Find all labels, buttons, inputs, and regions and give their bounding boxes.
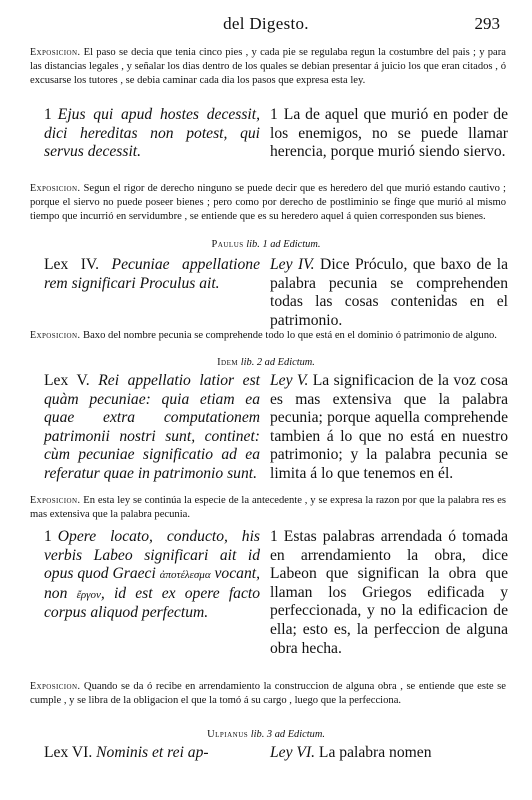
spanish-text: Dice Próculo, que baxo de la palabra pecunia se comprehenden todas las cosas contenidas en el patrimonio. xyxy=(270,256,508,329)
spanish-text: La significacion de la voz cosa es mas extensiva que la palabra pecunia; porque aquella comprehende tambien á lo que no está en nuestro patrimonio; y la palabra pecunia se limita á lo que tenemos en él. xyxy=(270,372,508,482)
exposition-label: Exposicion. xyxy=(30,47,81,58)
paragraph-number: 1 xyxy=(270,106,278,123)
exposition-text: Baxo del nombre pecunia se comprehende todo lo que está en el dominio ó patrimonio de alguno. xyxy=(80,330,497,341)
exposition-text: En esta ley se continúa la especie de la antecedente , y se expresa la razon por que la palabra res es mas extensiva que la palabra pecunia. xyxy=(30,495,506,520)
latin-text-5 xyxy=(44,744,260,763)
latin-text-4 xyxy=(44,528,260,623)
latin-text-1 xyxy=(44,106,260,162)
spanish-text-5 xyxy=(270,744,508,763)
spanish-text-1 xyxy=(270,106,508,162)
spanish-text-4 xyxy=(270,528,508,658)
paragraph-number: 1 xyxy=(44,106,52,123)
latin-text: Opere locato, conducto, his verbis Labeo significari ait id opus quod Graeci xyxy=(44,528,260,583)
page-header xyxy=(0,14,532,36)
law-label: Lex VI. xyxy=(44,744,93,761)
law-label: Ley V. xyxy=(270,372,309,389)
exposition-label: Exposicion. xyxy=(30,183,81,194)
exposition-paragraph-2 xyxy=(30,182,506,224)
exposition-paragraph-3 xyxy=(30,329,506,343)
author-name: Paulus xyxy=(211,239,244,250)
greek-word: ἀποτέλεσμα xyxy=(159,569,211,582)
exposition-text: Segun el rigor de derecho ninguno se puede decir que es heredero del que murió estando cautivo ; porque el siervo no puede poseer bienes ; pero como por derecho de postliminio se finge que murió al mismo tiempo que incurrió en servidumbre , se entiende que es su heredero aquel á quien corresponden sus bienes. xyxy=(30,183,506,222)
source-reference: lib. 2 ad Edictum. xyxy=(240,357,315,368)
latin-text: Nominis et rei ap- xyxy=(92,744,209,761)
latin-text-3 xyxy=(44,372,260,484)
source-reference: lib. 1 ad Edictum. xyxy=(246,239,321,250)
source-attribution-1 xyxy=(0,239,532,250)
spanish-text-3 xyxy=(270,372,508,484)
exposition-paragraph-1 xyxy=(30,46,506,88)
exposition-text: El paso se decia que tenia cinco pies , y cada pie se regulaba regun la costumbre del pais ; y para las distancias legales , y señalar los dias dentro de los quales se debian presentar á juicio los que eran citados , ó excusarse los tutores , se debia caminar cada dia los pasos que expresa esta ley. xyxy=(30,47,506,86)
greek-word: ἔργον xyxy=(76,588,101,601)
paragraph-number: 1 xyxy=(44,528,52,545)
spanish-text: Estas palabras arrendada ó tomada en arrendamiento la obra, dice Labeon que significan la obra que llaman los Griegos edificada y perfeccionada, y no la edificacion de ella; esto es, la perfeccion de alguna obra hecha. xyxy=(270,528,508,657)
page-number: 293 xyxy=(474,14,500,33)
exposition-text: Quando se da ó recibe en arrendamiento la construccion de alguna obra , se entiende que este se cumple , y se libra de la obligacion el que la tomó á su cargo , luego que la perfecciona. xyxy=(30,681,506,706)
source-attribution-3 xyxy=(0,729,532,740)
latin-text-2 xyxy=(44,256,260,293)
paragraph-number: 1 xyxy=(270,528,278,545)
latin-text: Ejus qui apud hostes decessit, dici hereditas non potest, qui servus decessit. xyxy=(44,106,260,161)
spanish-text-2 xyxy=(270,256,508,330)
law-label: Lex IV. xyxy=(44,256,100,273)
exposition-paragraph-4 xyxy=(30,494,506,522)
author-name: Ulpianus xyxy=(207,729,249,740)
author-name: Idem xyxy=(217,357,239,368)
spanish-text: La de aquel que murió en poder de los enemigos, no se puede llamar herencia, porque murió siendo siervo. xyxy=(270,106,508,161)
exposition-paragraph-5 xyxy=(30,680,506,708)
law-label: Ley IV. xyxy=(270,256,315,273)
latin-text: , id est ex opere facto corpus aliquod perfectum. xyxy=(44,584,260,622)
running-title: del Digesto. xyxy=(223,14,309,33)
exposition-label: Exposicion. xyxy=(30,330,81,341)
latin-text: Pecuniae appellatione rem significari Proculus ait. xyxy=(44,256,261,292)
latin-text: Rei appellatio latior est quàm pecuniae: quia etiam ea quae extra computationem patrimonii nostri sunt, continet: cùm pecuniae significatio ad ea referatur quae in patrimonio sunt. xyxy=(44,372,260,482)
exposition-label: Exposicion. xyxy=(30,681,81,692)
source-attribution-2 xyxy=(0,357,532,368)
law-label: Ley VI. xyxy=(270,744,316,761)
spanish-text: La palabra nomen xyxy=(315,744,432,761)
latin-text: vocant, non xyxy=(44,565,260,602)
exposition-label: Exposicion. xyxy=(30,495,81,506)
source-reference: lib. 3 ad Edictum. xyxy=(250,729,325,740)
law-label: Lex V. xyxy=(44,372,90,389)
